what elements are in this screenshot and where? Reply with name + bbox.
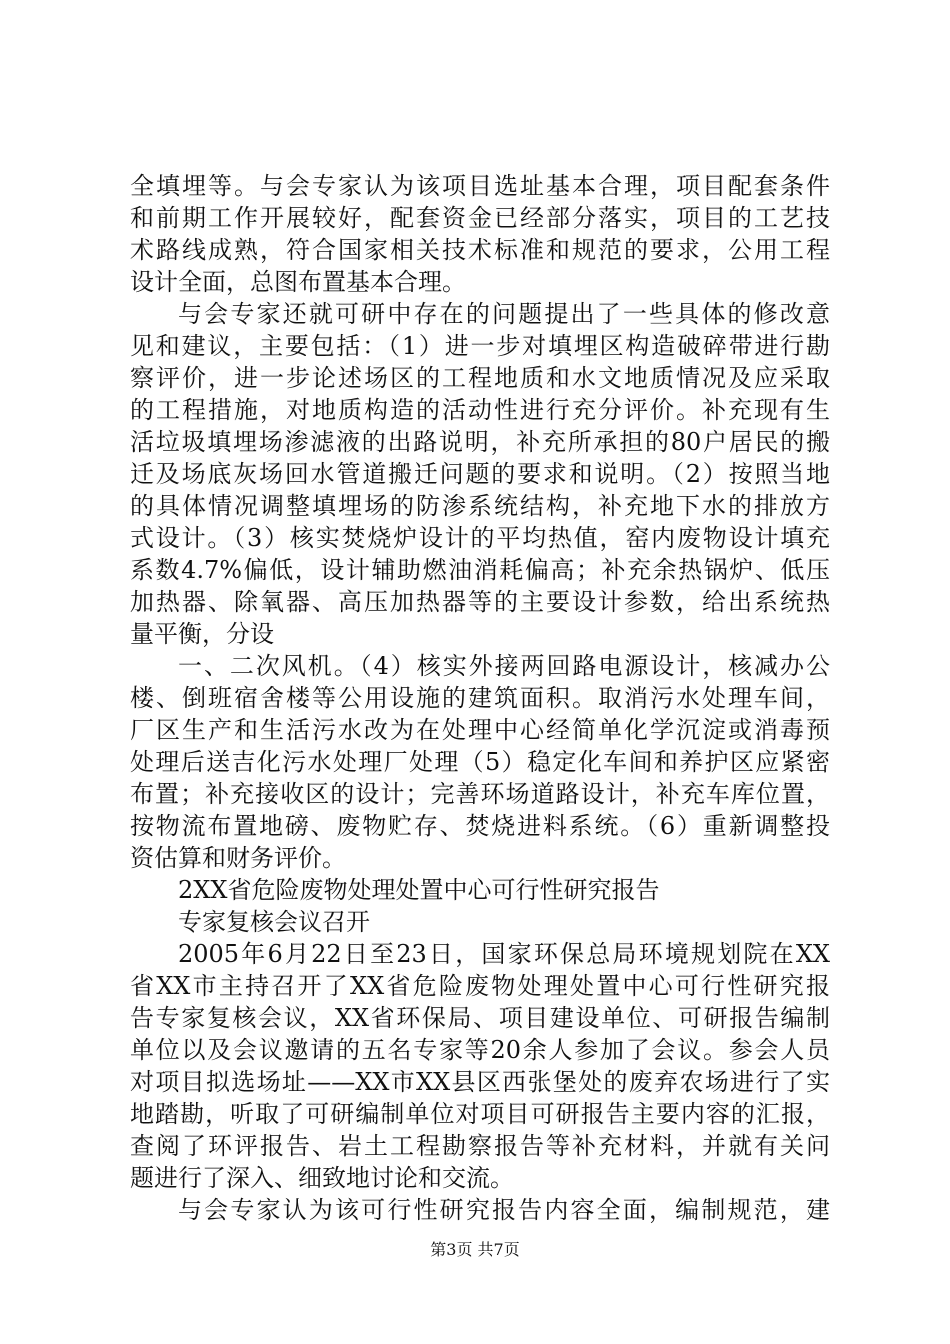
text-line: 对项目拟选场址——XX市XX县区西张堡处的废弃农场进行了实 [130,1068,830,1096]
text-line: 设计全面，总图布置基本合理。 [130,268,466,296]
text-line: 量平衡，分设 [130,620,274,648]
text-line: 活垃圾填埋场渗滤液的出路说明，补充所承担的80户居民的搬 [130,428,830,456]
text-line: 单位以及会议邀请的五名专家等20余人参加了会议。参会人员 [130,1036,830,1064]
page-footer: 第3页 共7页 [430,1240,520,1259]
text-line: 楼、倒班宿舍楼等公用设施的建筑面积。取消污水处理车间， [130,684,830,712]
text-line: 见和建议，主要包括：（1）进一步对填埋区构造破碎带进行勘 [130,332,830,360]
text-line: 告专家复核会议，XX省环保局、项目建设单位、可研报告编制 [130,1004,830,1032]
text-line: 布置；补充接收区的设计；完善环场道路设计，补充车库位置， [130,780,830,808]
text-line: 按物流布置地磅、废物贮存、焚烧进料系统。（6）重新调整投 [130,812,830,840]
text-line: 省XX市主持召开了XX省危险废物处理处置中心可行性研究报 [130,972,830,1000]
document-body [130,170,830,1226]
text-line: 与会专家还就可研中存在的问题提出了一些具体的修改意 [178,300,830,328]
text-line: 加热器、除氧器、高压加热器等的主要设计参数，给出系统热 [130,588,830,616]
text-line: 式设计。（3）核实焚烧炉设计的平均热值，窑内废物设计填充 [130,524,830,552]
text-line: 迁及场底灰场回水管道搬迁问题的要求和说明。（2）按照当地 [130,460,830,488]
text-line: 全填埋等。与会专家认为该项目选址基本合理，项目配套条件 [130,172,830,200]
text-line: 地踏勘，听取了可研编制单位对项目可研报告主要内容的汇报， [130,1100,830,1128]
text-line: 和前期工作开展较好，配套资金已经部分落实，项目的工艺技 [130,204,830,232]
text-line: 资估算和财务评价。 [130,844,346,872]
text-line: 与会专家认为该可行性研究报告内容全面，编制规范，建 [178,1196,830,1224]
text-line: 处理后送吉化污水处理厂处理（5）稳定化车间和养护区应紧密 [130,748,830,776]
text-line: 2XX省危险废物处理处置中心可行性研究报告 [178,876,660,904]
text-line: 一、二次风机。（4）核实外接两回路电源设计，核减办公 [178,652,830,680]
text-line: 查阅了环评报告、岩土工程勘察报告等补充材料，并就有关问 [130,1132,830,1160]
text-line: 术路线成熟，符合国家相关技术标准和规范的要求，公用工程 [130,236,830,264]
text-line: 厂区生产和生活污水改为在处理中心经简单化学沉淀或消毒预 [130,716,830,744]
text-line: 察评价，进一步论述场区的工程地质和水文地质情况及应采取 [130,364,830,392]
text-line: 专家复核会议召开 [178,908,370,936]
text-line: 的工程措施，对地质构造的活动性进行充分评价。补充现有生 [130,396,830,424]
text-line: 系数4.7%偏低，设计辅助燃油消耗偏高；补充余热锅炉、低压 [130,556,830,584]
text-line: 的具体情况调整填埋场的防渗系统结构，补充地下水的排放方 [130,492,830,520]
text-line: 2005年6月22日至23日，国家环保总局环境规划院在XX [178,940,830,968]
text-line: 题进行了深入、细致地讨论和交流。 [130,1164,514,1192]
